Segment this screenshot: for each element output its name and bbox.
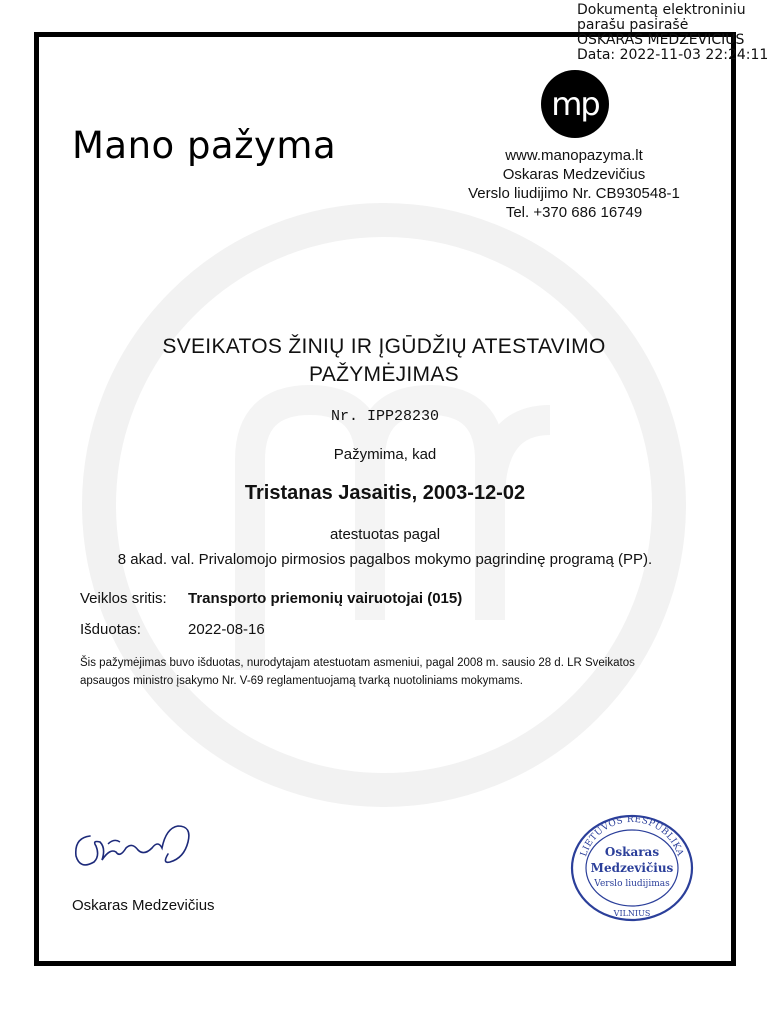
issued-row: [80, 621, 265, 638]
issuer-name: Oskaras Medzevičius: [502, 166, 646, 183]
certificate-title: SVEIKATOS ŽINIŲ IR ĮGŪDŽIŲ ATESTAVIMO PAŽYMĖJIMAS: [162, 335, 606, 386]
activity-field-row: [80, 590, 462, 607]
stamp-line2: Medzevičius: [590, 861, 674, 875]
program-text: 8 akad. val. Privalomojo pirmosios pagalbos mokymo pagrindinę programą (PP).: [117, 551, 653, 568]
person-name: Tristanas Jasaitis, 2003-12-02: [244, 482, 526, 504]
issued-value: 2022-08-16: [188, 621, 265, 638]
legal-note: Šis pažymėjimas buvo išduotas, nurodytajam atestuotam asmeniui, pagal 2008 m. sausio 28 d. LR Sveikatos apsaugos ministro įsakymo Nr. V-69 reglamentuojamą tvarką nuotoliniams mokymams.: [80, 657, 635, 687]
handwritten-signature-icon: [70, 818, 200, 878]
signer-name: Oskaras Medzevičius: [72, 897, 215, 914]
brand-logo: Mano pažyma: [72, 124, 337, 167]
esig-date: Data: 2022-11-03 22:24:11: [577, 48, 768, 63]
according-text: atestuotas pagal: [329, 526, 441, 543]
stamp-line3: Verslo liudijimas: [594, 879, 670, 889]
activity-value: Transporto priemonių vairuotojai (015): [188, 590, 463, 607]
esig-line: parašu pasirašė: [577, 18, 689, 33]
official-stamp: [568, 812, 696, 924]
contact-block: [440, 146, 708, 222]
certificate-number: Nr. IPP28230: [330, 408, 440, 425]
website: www.manopazyma.lt: [505, 147, 643, 164]
stamp-bottom: VILNIUS: [613, 909, 651, 918]
license-number: Verslo liudijimo Nr. CB930548-1: [468, 185, 680, 202]
stamp-line1: Oskaras: [604, 845, 660, 859]
stamp-top-text: LIETUVOS RESPUBLIKA: [579, 814, 685, 858]
mp-logo-icon: mp: [541, 70, 609, 138]
certify-text: Pažymima, kad: [333, 446, 437, 463]
esig-line: OSKARAS MEDZEVIČIUS: [577, 33, 745, 48]
esig-line: Dokumentą elektroniniu: [577, 3, 746, 18]
phone: Tel. +370 686 16749: [505, 204, 643, 221]
activity-label: Veiklos sritis:: [80, 590, 167, 607]
issued-label: Išduotas:: [80, 621, 141, 638]
electronic-signature-note: [577, 3, 768, 63]
mp-watermark-icon: [50, 200, 718, 810]
